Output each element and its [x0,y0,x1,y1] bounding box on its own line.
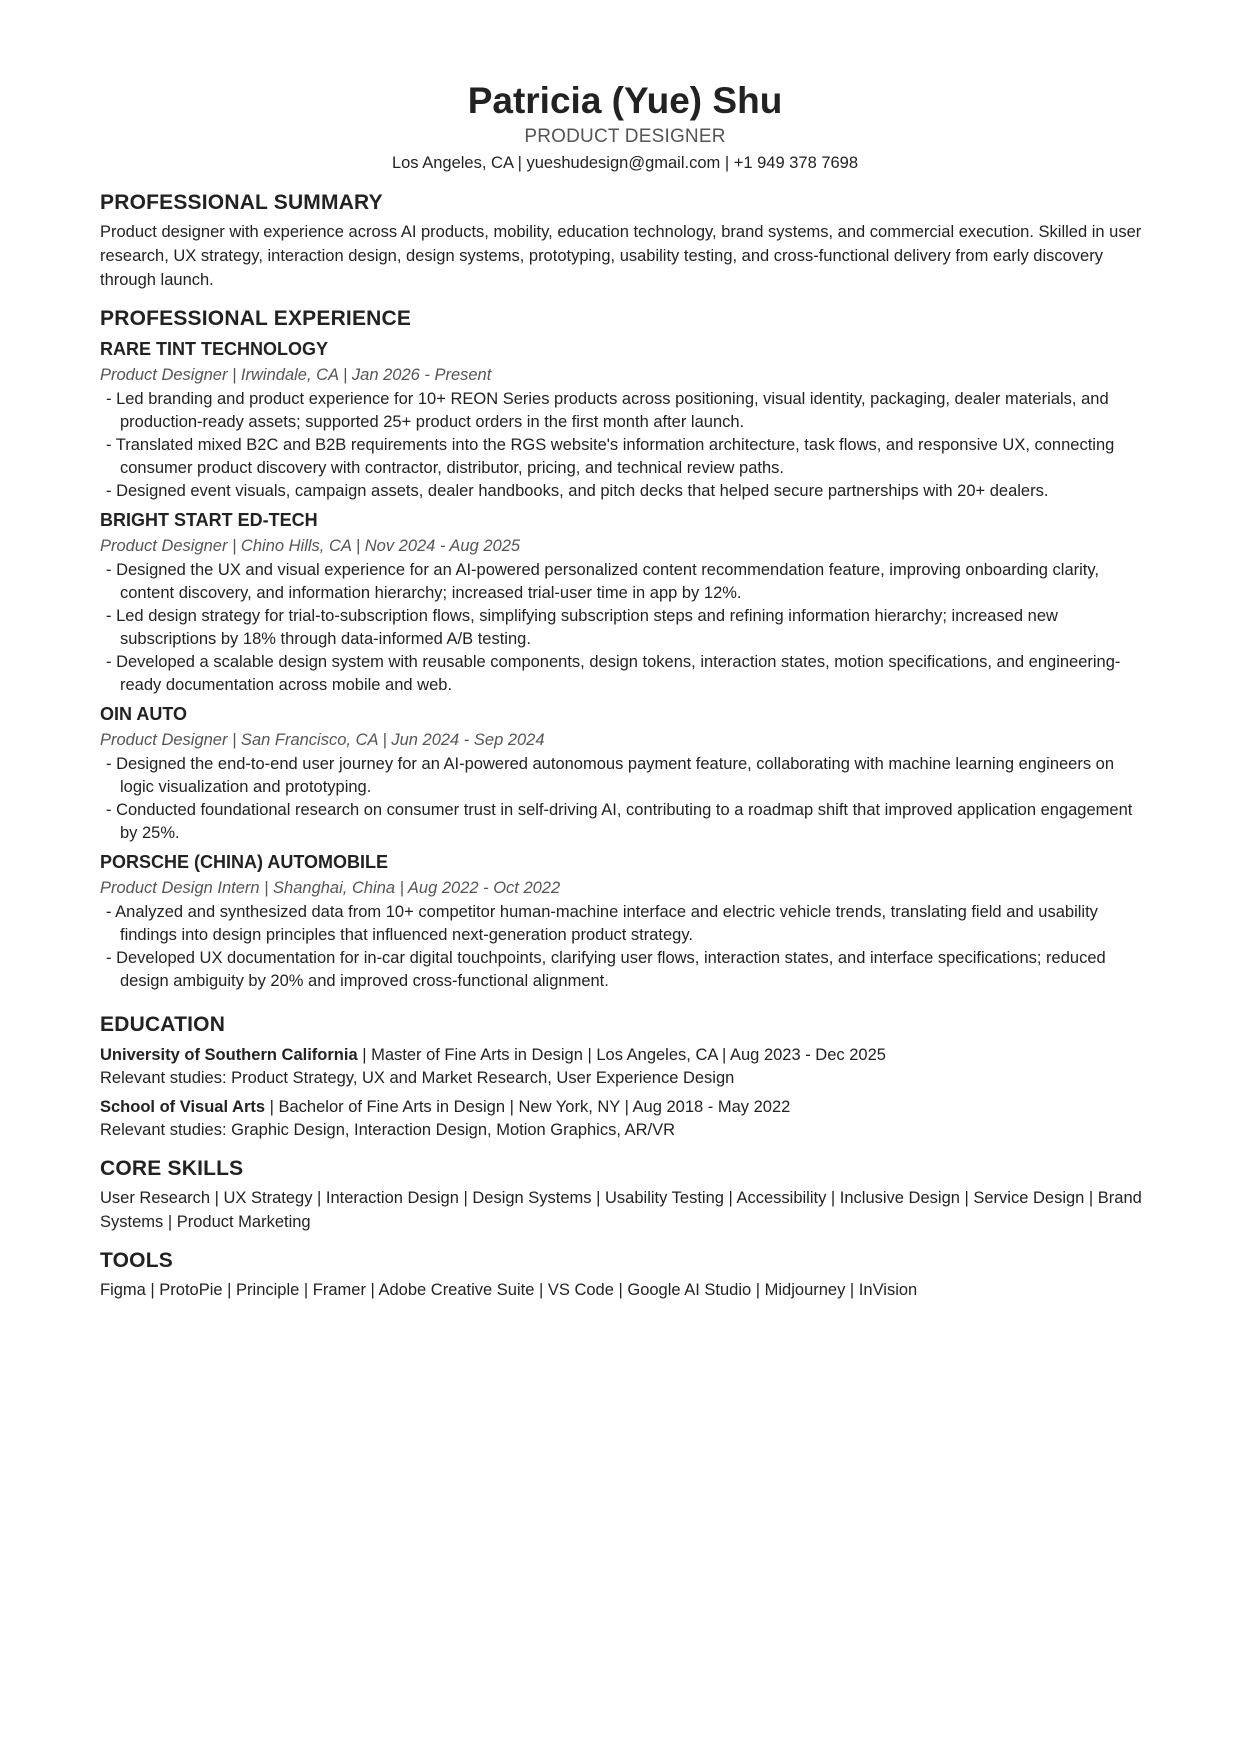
job-meta: Product Designer | Irwindale, CA | Jan 2026 - Present [100,366,492,384]
section-title-education: EDUCATION [100,1013,226,1036]
section-title-skills: CORE SKILLS [100,1157,244,1180]
education-entry [100,1096,1150,1142]
company-name: RARE TINT TECHNOLOGY [100,339,328,359]
education-entry [100,1044,1150,1090]
list-item: - Developed UX documentation for in-car digital touchpoints, clarifying user flows, interaction states, and interface specifications; reduced design ambiguity by 20% and improved cross-functional alignment. [106,949,1106,990]
job-meta: Product Design Intern | Shanghai, China | Aug 2022 - Oct 2022 [100,879,561,897]
section-title-summary: PROFESSIONAL SUMMARY [100,191,383,214]
degree-details: | Bachelor of Fine Arts in Design | New York, NY | Aug 2018 - May 2022 [265,1098,791,1116]
skills-text: User Research | UX Strategy | Interaction Design | Design Systems | Usability Testing | Accessibility | Inclusive Design | Service Design | Brand Systems | Product Marketing [100,1189,1142,1231]
candidate-name: Patricia (Yue) Shu [467,80,783,121]
job-oin-auto [100,702,1150,845]
list-item: - Designed the UX and visual experience for an AI-powered personalized content recommendation feature, improving onboarding clarity, content discovery, and information hierarchy; increased trial-user time in app by 12%. [106,561,1100,602]
summary-text: Product designer with experience across AI products, mobility, education technology, brand systems, and commercial execution. Skilled in user research, UX strategy, interaction design, design systems, prototyping, usability testing, and cross-functional delivery from early discovery through launch. [100,223,1142,289]
job-bullets [100,753,1150,845]
job-rare-tint [100,337,1150,503]
list-item: - Led design strategy for trial-to-subscription flows, simplifying subscription steps and refining information hierarchy; increased new subscriptions by 18% through data-informed A/B testing. [106,607,1058,648]
company-name: BRIGHT START ED-TECH [100,510,318,530]
job-bullets [100,388,1150,503]
tools-text: Figma | ProtoPie | Principle | Framer | Adobe Creative Suite | VS Code | Google AI Studio | Midjourney | InVision [100,1281,918,1299]
job-bullets [100,559,1150,697]
section-title-tools: TOOLS [100,1249,173,1272]
degree-details: | Master of Fine Arts in Design | Los Angeles, CA | Aug 2023 - Dec 2025 [357,1046,886,1064]
resume-page [100,78,1150,1302]
list-item: - Analyzed and synthesized data from 10+ competitor human-machine interface and electric vehicle trends, translating field and usability findings into design principles that influenced next-generation product strategy. [106,903,1098,944]
candidate-role: PRODUCT DESIGNER [524,126,726,147]
job-bright-start [100,508,1150,697]
list-item: - Designed the end-to-end user journey for an AI-powered autonomous payment feature, collaborating with machine learning engineers on logic visualization and prototyping. [106,755,1115,796]
section-title-experience: PROFESSIONAL EXPERIENCE [100,307,412,330]
job-bullets [100,901,1150,993]
skills-section [100,1155,1150,1234]
education-section [100,1011,1150,1142]
relevant-studies: Relevant studies: Product Strategy, UX and Market Research, User Experience Design [100,1069,735,1087]
list-item: - Developed a scalable design system with reusable components, design tokens, interaction states, motion specifications, and engineering-ready documentation across mobile and web. [106,653,1121,694]
school-name: University of Southern California [100,1046,358,1064]
resume-header [100,78,1150,176]
education-line [100,1096,1150,1119]
summary-section [100,189,1150,292]
list-item: - Led branding and product experience for 10+ REON Series products across positioning, visual identity, packaging, dealer materials, and production-ready assets; supported 25+ product orders in the first month after launch. [106,390,1109,431]
education-line [100,1044,1150,1067]
company-name: PORSCHE (CHINA) AUTOMOBILE [100,852,388,872]
company-name: OIN AUTO [100,704,188,724]
job-porsche [100,850,1150,993]
list-item: - Designed event visuals, campaign assets, dealer handbooks, and pitch decks that helped secure partnerships with 20+ dealers. [106,482,1049,500]
contact-line: Los Angeles, CA | yueshudesign@gmail.com | +1 949 378 7698 [391,154,859,172]
job-meta: Product Designer | San Francisco, CA | Jun 2024 - Sep 2024 [100,731,545,749]
experience-section [100,305,1150,993]
relevant-studies: Relevant studies: Graphic Design, Interaction Design, Motion Graphics, AR/VR [100,1121,676,1139]
list-item: - Translated mixed B2C and B2B requirements into the RGS website's information architecture, task flows, and responsive UX, connecting consumer product discovery with contractor, distributor, pricing, and technical review paths. [106,436,1115,477]
tools-section [100,1247,1150,1302]
school-name: School of Visual Arts [100,1098,266,1116]
job-meta: Product Designer | Chino Hills, CA | Nov 2024 - Aug 2025 [100,537,521,555]
list-item: - Conducted foundational research on consumer trust in self-driving AI, contributing to a roadmap shift that improved application engagement by 25%. [106,801,1133,842]
